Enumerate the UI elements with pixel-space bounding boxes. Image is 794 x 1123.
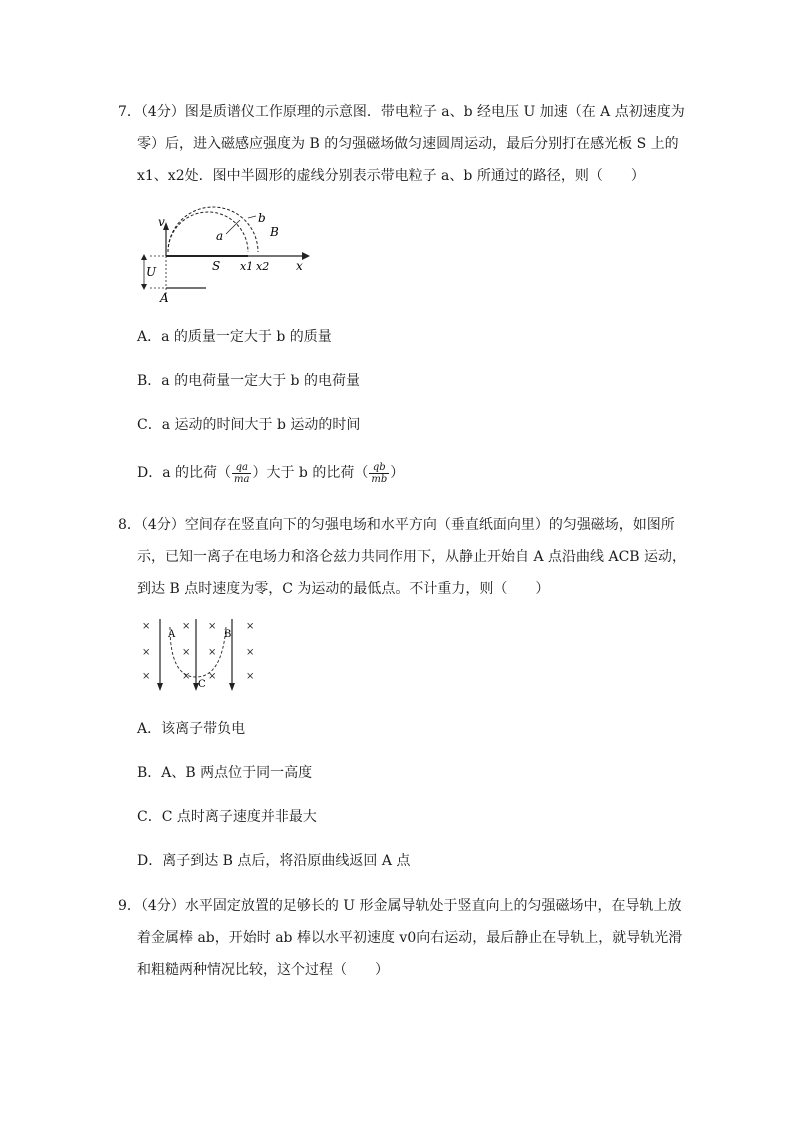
q8-option-b[interactable]: B．A、B 两点位于同一高度 [137,765,313,781]
fig7-label-v: v [158,215,165,229]
q8-line-1: 8．（4分）空间存在竖直向下的匀强电场和水平方向（垂直纸面向里）的匀强磁场，如图所 [118,517,675,533]
svg-text:×: × [142,647,151,658]
q7-option-d[interactable] [137,460,404,486]
q7-ratio-a-den: ma [234,473,250,485]
fig8-label-C: C [198,679,206,690]
q7-ratio-a [232,462,251,485]
svg-text:×: × [208,671,217,682]
svg-text:×: × [246,647,255,658]
q7-option-d-mid: ）大于 b 的比荷（ [252,465,369,481]
svg-text:×: × [246,671,255,682]
svg-text:×: × [208,621,217,632]
fig7-label-x: x [296,259,303,273]
q7-option-a[interactable]: A．a 的质量一定大于 b 的质量 [137,329,332,345]
q7-option-d-suffix: ） [390,465,405,481]
q7-line-2: 零）后，进入磁感应强度为 B 的匀强磁场做匀速圆周运动，最后分别打在感光板 S 上的 [137,136,679,152]
q7-line-3: x1、x2处．图中半圆形的虚线分别表示带电粒子 a、b 所通过的路径，则（ ） [137,168,645,184]
svg-text:×: × [182,621,191,632]
svg-text:×: × [208,647,217,658]
fig8-label-B: B [224,629,232,640]
fig8-crosses [142,621,254,682]
q7-option-b[interactable]: B．a 的电荷量一定大于 b 的电荷量 [137,373,360,389]
q7-option-d-prefix: D．a 的比荷（ [137,465,232,481]
fig7-label-a: a [216,229,224,243]
q7-mass-spectrometer-figure [130,200,330,310]
q7-option-c[interactable]: C．a 运动的时间大于 b 运动的时间 [137,417,361,433]
fig7-label-A: A [160,291,169,305]
q9-line-1: 9．（4分）水平固定放置的足够长的 U 形金属导轨处于竖直向上的匀强磁场中，在导轨上放 [118,898,682,914]
fig7-label-x1: x1 [240,260,254,273]
svg-text:×: × [142,671,151,682]
q8-option-d[interactable]: D．离子到达 B 点后，将沿原曲线返回 A 点 [137,853,411,869]
svg-text:×: × [246,621,255,632]
fig7-label-U: U [146,265,157,279]
q8-field-figure [138,615,268,695]
svg-text:×: × [182,647,191,658]
fig7-label-S: S [212,259,221,273]
q8-line-2: 示，已知一离子在电场力和洛仑兹力共同作用下，从静止开始自 A 点沿曲线 ACB 运动， [137,549,687,565]
q8-line-3: 到达 B 点时速度为零，C 为运动的最低点。不计重力，则（ ） [137,581,550,597]
svg-text:×: × [182,671,191,682]
fig7-label-B: B [270,225,279,239]
fig7-label-x2: x2 [256,260,270,273]
q7-line-1: 7．（4分）图是质谱仪工作原理的示意图．带电粒子 a、b 经电压 U 加速（在 A 点初速度为 [118,104,685,120]
svg-text:×: × [142,621,151,632]
q7-ratio-a-num: qa [232,462,251,474]
q9-line-3: 和粗糙两种情况比较，这个过程（ ） [137,962,389,978]
q9-line-2: 着金属棒 ab，开始时 ab 棒以水平初速度 v0向右运动，最后静止在导轨上，就导轨光滑 [137,930,683,946]
q8-option-c[interactable]: C．C 点时离子速度并非最大 [137,809,317,825]
q7-ratio-b [369,462,389,485]
q7-ratio-b-den: mb [371,473,388,485]
fig8-label-A: A [168,629,176,640]
q8-option-a[interactable]: A．该离子带负电 [137,721,246,737]
fig7-label-b: b [258,211,266,225]
q7-ratio-b-num: qb [369,462,389,474]
